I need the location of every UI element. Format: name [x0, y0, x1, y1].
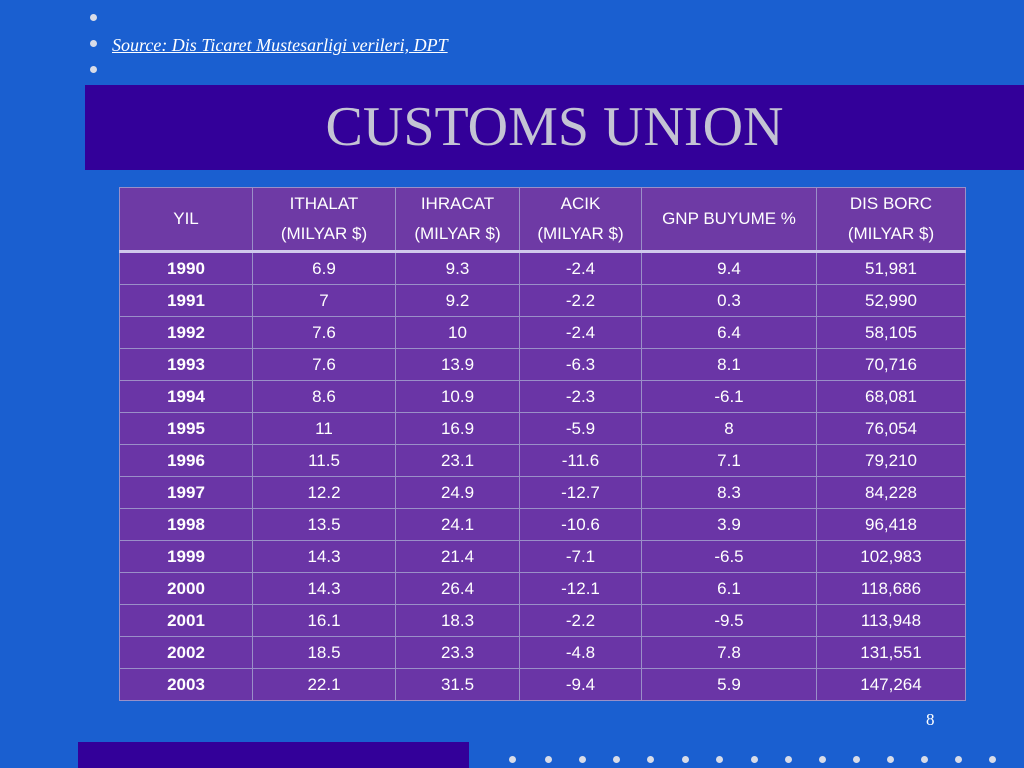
exports-cell: 23.3	[396, 637, 520, 669]
external-debt-cell: 84,228	[817, 477, 966, 509]
year-cell: 2000	[120, 573, 253, 605]
external-debt-cell: 118,686	[817, 573, 966, 605]
table-row	[120, 637, 966, 669]
external-debt-cell: 131,551	[817, 637, 966, 669]
year-cell: 1991	[120, 285, 253, 317]
year-cell: 1996	[120, 445, 253, 477]
exports-cell: 24.9	[396, 477, 520, 509]
deficit-cell: -2.3	[520, 381, 642, 413]
gnp-growth-cell: 3.9	[642, 509, 817, 541]
year-cell: 1990	[120, 252, 253, 285]
bullet-dot-icon	[90, 66, 97, 73]
gnp-growth-cell: 0.3	[642, 285, 817, 317]
table-row	[120, 445, 966, 477]
header-exports-label: IHRACAT	[420, 194, 495, 213]
table-header-row	[120, 188, 966, 252]
footer-band	[78, 742, 469, 768]
header-exports	[396, 188, 520, 252]
gnp-growth-cell: 7.8	[642, 637, 817, 669]
table-row	[120, 573, 966, 605]
deficit-cell: -7.1	[520, 541, 642, 573]
exports-cell: 9.2	[396, 285, 520, 317]
bullet-dot-icon	[853, 756, 860, 763]
external-debt-cell: 70,716	[817, 349, 966, 381]
header-external-debt-label: DIS BORC	[849, 194, 933, 213]
imports-cell: 11.5	[253, 445, 396, 477]
external-debt-cell: 79,210	[817, 445, 966, 477]
imports-cell: 7	[253, 285, 396, 317]
header-external-debt	[817, 188, 966, 252]
table-row	[120, 669, 966, 701]
imports-cell: 14.3	[253, 541, 396, 573]
table-row	[120, 605, 966, 637]
external-debt-cell: 68,081	[817, 381, 966, 413]
imports-cell: 6.9	[253, 252, 396, 285]
bullet-dot-icon	[989, 756, 996, 763]
external-debt-cell: 96,418	[817, 509, 966, 541]
header-deficit-label: ACIK	[560, 194, 601, 213]
gnp-growth-cell: 6.4	[642, 317, 817, 349]
gnp-growth-cell: 9.4	[642, 252, 817, 285]
year-cell: 1999	[120, 541, 253, 573]
bullet-dot-icon	[682, 756, 689, 763]
deficit-cell: -2.2	[520, 605, 642, 637]
deficit-cell: -2.2	[520, 285, 642, 317]
header-gnp-growth-label: GNP BUYUME %	[662, 209, 796, 228]
external-debt-cell: 58,105	[817, 317, 966, 349]
imports-cell: 22.1	[253, 669, 396, 701]
external-debt-cell: 76,054	[817, 413, 966, 445]
slide-title: CUSTOMS UNION	[325, 96, 784, 158]
header-imports-label: ITHALAT	[289, 194, 359, 213]
bullet-dot-icon	[716, 756, 723, 763]
exports-cell: 21.4	[396, 541, 520, 573]
deficit-cell: -9.4	[520, 669, 642, 701]
imports-cell: 11	[253, 413, 396, 445]
gnp-growth-cell: 6.1	[642, 573, 817, 605]
header-gnp-growth	[642, 188, 817, 252]
bullet-dot-icon	[921, 756, 928, 763]
imports-cell: 18.5	[253, 637, 396, 669]
deficit-cell: -5.9	[520, 413, 642, 445]
exports-cell: 24.1	[396, 509, 520, 541]
year-cell: 1994	[120, 381, 253, 413]
table-row	[120, 413, 966, 445]
table-row	[120, 381, 966, 413]
page-number: 8	[926, 710, 935, 729]
header-deficit-unit: (MILYAR $)	[537, 224, 624, 243]
year-cell: 2001	[120, 605, 253, 637]
gnp-growth-cell: -6.1	[642, 381, 817, 413]
imports-cell: 7.6	[253, 349, 396, 381]
external-debt-cell: 102,983	[817, 541, 966, 573]
header-exports-unit: (MILYAR $)	[414, 224, 501, 243]
deficit-cell: -2.4	[520, 252, 642, 285]
bullet-dot-icon	[647, 756, 654, 763]
exports-cell: 16.9	[396, 413, 520, 445]
table-row	[120, 541, 966, 573]
gnp-growth-cell: 8.1	[642, 349, 817, 381]
deficit-cell: -12.1	[520, 573, 642, 605]
table-row	[120, 349, 966, 381]
bullet-dot-icon	[90, 14, 97, 21]
year-cell: 1993	[120, 349, 253, 381]
header-year-label: YIL	[173, 209, 199, 228]
bullet-dot-icon	[819, 756, 826, 763]
imports-cell: 14.3	[253, 573, 396, 605]
title-band	[85, 85, 1024, 170]
external-debt-cell: 147,264	[817, 669, 966, 701]
bullet-dot-icon	[579, 756, 586, 763]
imports-cell: 13.5	[253, 509, 396, 541]
gnp-growth-cell: -6.5	[642, 541, 817, 573]
bullet-dot-icon	[545, 756, 552, 763]
imports-cell: 8.6	[253, 381, 396, 413]
external-debt-cell: 51,981	[817, 252, 966, 285]
external-debt-cell: 52,990	[817, 285, 966, 317]
source-citation: Source: Dis Ticaret Mustesarligi verileri, DPT	[112, 35, 448, 55]
imports-cell: 12.2	[253, 477, 396, 509]
table-row	[120, 317, 966, 349]
table-row	[120, 477, 966, 509]
gnp-growth-cell: 8	[642, 413, 817, 445]
header-year	[120, 188, 253, 252]
deficit-cell: -11.6	[520, 445, 642, 477]
gnp-growth-cell: -9.5	[642, 605, 817, 637]
header-imports	[253, 188, 396, 252]
table-row	[120, 509, 966, 541]
year-cell: 2003	[120, 669, 253, 701]
deficit-cell: -12.7	[520, 477, 642, 509]
header-external-debt-unit: (MILYAR $)	[847, 224, 935, 243]
table-row	[120, 285, 966, 317]
gnp-growth-cell: 5.9	[642, 669, 817, 701]
exports-cell: 31.5	[396, 669, 520, 701]
bullet-dot-icon	[785, 756, 792, 763]
bullet-dot-icon	[613, 756, 620, 763]
year-cell: 1992	[120, 317, 253, 349]
gnp-growth-cell: 8.3	[642, 477, 817, 509]
exports-cell: 13.9	[396, 349, 520, 381]
year-cell: 2002	[120, 637, 253, 669]
bullet-dot-icon	[955, 756, 962, 763]
header-imports-unit: (MILYAR $)	[280, 224, 368, 243]
deficit-cell: -2.4	[520, 317, 642, 349]
bullet-dot-icon	[509, 756, 516, 763]
header-deficit	[520, 188, 642, 252]
exports-cell: 10	[396, 317, 520, 349]
imports-cell: 7.6	[253, 317, 396, 349]
bullet-dot-icon	[90, 40, 97, 47]
bullet-dot-icon	[751, 756, 758, 763]
table-row	[120, 252, 966, 285]
customs-union-table	[119, 187, 966, 701]
exports-cell: 18.3	[396, 605, 520, 637]
deficit-cell: -4.8	[520, 637, 642, 669]
exports-cell: 23.1	[396, 445, 520, 477]
year-cell: 1998	[120, 509, 253, 541]
deficit-cell: -10.6	[520, 509, 642, 541]
deficit-cell: -6.3	[520, 349, 642, 381]
bullet-dot-icon	[887, 756, 894, 763]
exports-cell: 9.3	[396, 252, 520, 285]
external-debt-cell: 113,948	[817, 605, 966, 637]
year-cell: 1997	[120, 477, 253, 509]
imports-cell: 16.1	[253, 605, 396, 637]
exports-cell: 10.9	[396, 381, 520, 413]
exports-cell: 26.4	[396, 573, 520, 605]
year-cell: 1995	[120, 413, 253, 445]
gnp-growth-cell: 7.1	[642, 445, 817, 477]
